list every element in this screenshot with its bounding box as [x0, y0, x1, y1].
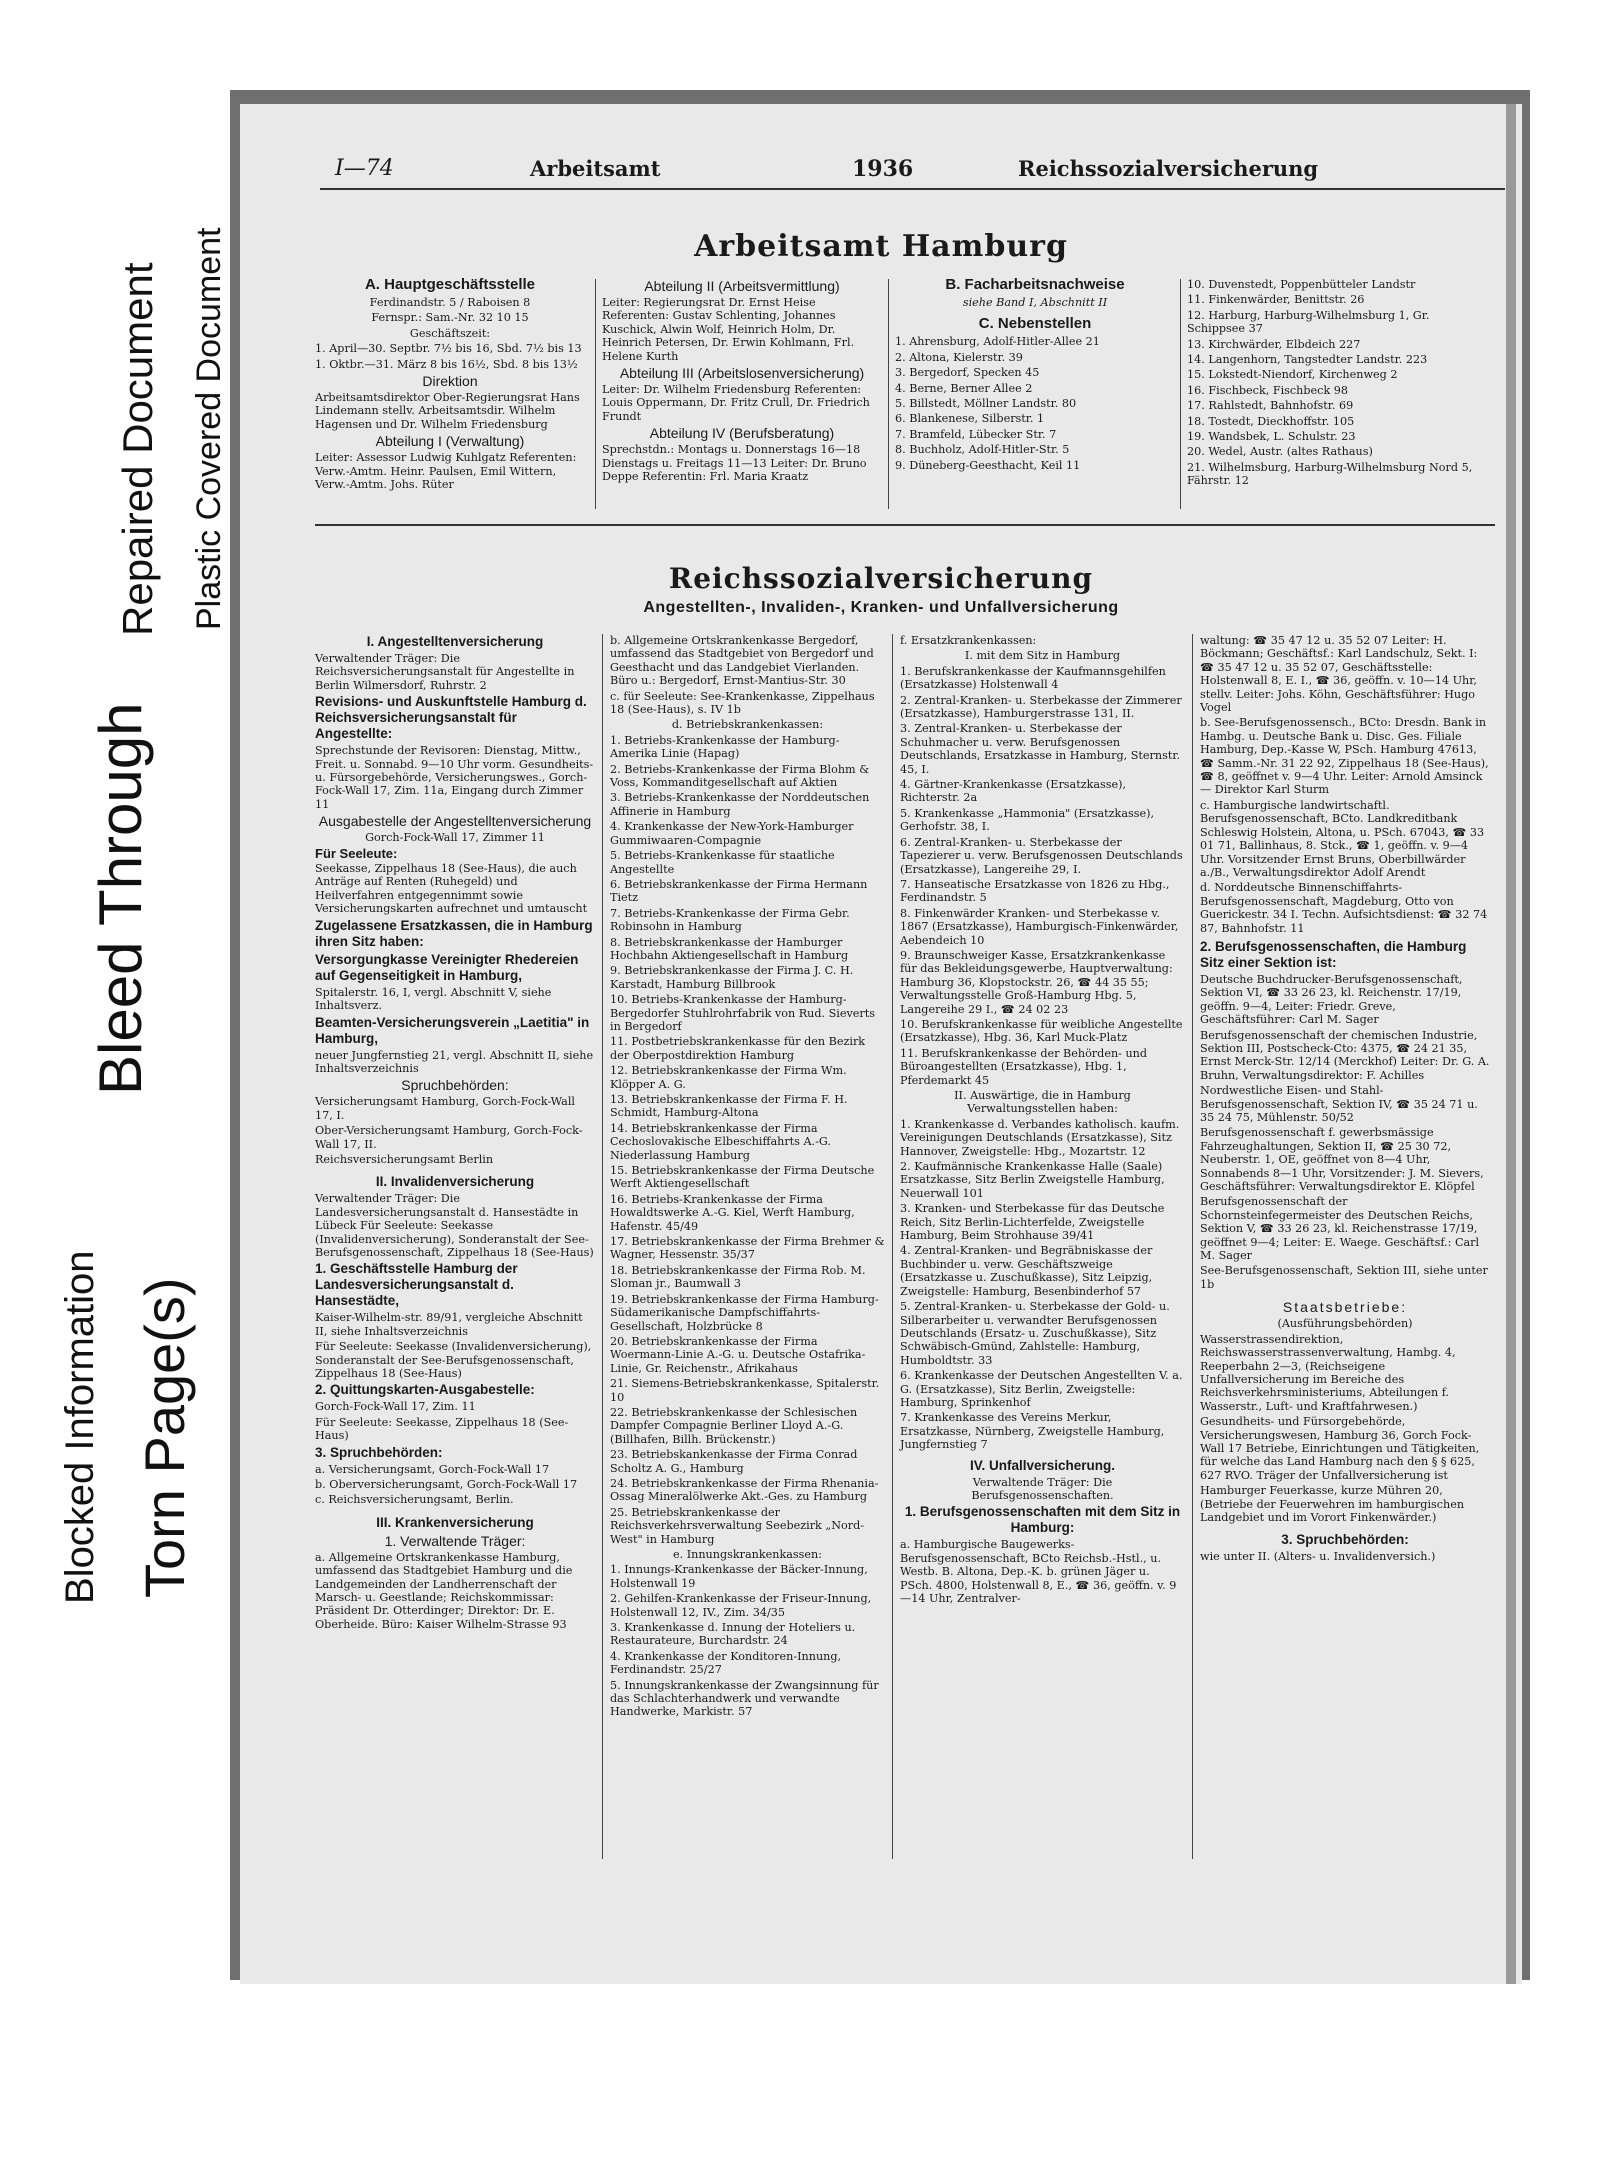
- bkk-item: 16. Betriebs-Krankenkasse der Firma Howaldtswerke A.-G. Kiel, Werft Hamburg, Hafenstr. 45/49: [610, 1192, 855, 1233]
- nebenstelle-item: 9. Düneberg-Geesthacht, Keil 11: [895, 458, 1081, 472]
- bkk-item: 7. Betriebs-Krankenkasse der Firma Gebr. Robinsohn in Hamburg: [610, 906, 850, 934]
- abteilung-4-heading: Abteilung IV (Berufsberatung): [649, 425, 835, 442]
- ersatzkasse-item: 9. Braunschweiger Kasse, Ersatzkrankenkasse für das Bekleidungsgewerbe, Hauptverwaltung: Hamburg 36, Klopstockstr. 26, ☎ 44 35 55; Verwaltungsstelle Groß-Hamburg Hbg. 5, Langereihe 29 I., ☎ 24 02 23: [900, 948, 1173, 1016]
- spruchbehoerde: a. Versicherungsamt, Gorch-Fock-Wall 17: [315, 1462, 550, 1476]
- ikk-item: 2. Gehilfen-Krankenkasse der Friseur-Innung, Holstenwall 12, IV., Zim. 34/35: [610, 1592, 872, 1619]
- ersatzkasse-item: 8. Finkenwärder Kranken- und Sterbekasse v. 1867 (Ersatzkasse), Hamburgisch-Finkenwärder, Aebendeich 10: [900, 906, 1179, 947]
- bg-sitz-hamburg-heading: 1. Berufsgenossenschaften mit dem Sitz in Hamburg:: [904, 1504, 1181, 1536]
- bkk-item: 24. Betriebskrankenkasse der Firma Rhenania-Ossag Mineralölwerke Akt.-Ges. zu Hamburg: [610, 1476, 879, 1504]
- spruchbehoerden-3-heading: 3. Spruchbehörden:: [1281, 1532, 1409, 1548]
- nebenstelle-item: 5. Billstedt, Möllner Landstr. 80: [895, 397, 1077, 411]
- ikk-item: 5. Innungskrankenkasse der Zwangsinnung für das Schlachterhandwerk und verwandte Handwerke, Markistr. 57: [610, 1678, 879, 1719]
- verwaltende-traeger-heading: 1. Verwaltende Träger:: [384, 1532, 526, 1549]
- staatsbetrieb-item: Gesundheits- und Fürsorgebehörde, Versicherungswesen, Hamburg 36, Gorch Fock-Wall 17 Betriebe, Einrichtungen und Tätigkeiten, für welche das Land Hamburg nach den § § 625, 627 RVO. Träger der Unfallversicherung ist: [1200, 1415, 1480, 1482]
- auswaertige-item: 4. Zentral-Kranken- und Begräbniskasse der Buchbinder u. verw. Geschäftszweige (Ersatzkasse u. Zuschußkasse), Sitz Leipzig, Zweigstelle: Hamburg, Besenbinderhof 57: [900, 1244, 1153, 1298]
- betriebskrankenkassen-heading: d. Betriebskrankenkassen:: [671, 718, 824, 732]
- abteilung-4-text: Sprechstdn.: Montags u. Donnerstags 16—18 Dienstags u. Freitags 11—13 Leiter: Dr. Bruno Deppe Referentin: Frl. Maria Kraatz: [602, 443, 867, 484]
- document-page: [240, 104, 1522, 1984]
- baugewerks-bg: a. Hamburgische Baugewerks-Berufsgenossenschaft, BCto Reichsb.-Hstl., u. Westb. B. Altona, Dep.-K. b. grünen Jäger u. PSch. 4800, Holstenwall 8, E., ☎ 36, geöffn. v. 9—14 Uhr, Zentralver-: [900, 1538, 1177, 1605]
- arbeitsamt-col-1: [315, 276, 585, 493]
- see-krankenkasse: c. für Seeleute: See-Krankenkasse, Zippelhaus 18 (See-Haus), s. IV 1b: [610, 689, 875, 717]
- unfall-traeger: Verwaltende Träger: Die Berufsgenossenschaften.: [971, 1475, 1114, 1502]
- stamp-plastic-covered-document: Plastic Covered Document: [190, 227, 228, 630]
- auswaertige-item: 1. Krankenkasse d. Verbandes katholisch. kaufm. Vereinigungen Deutschlands (Ersatzkasse), Sitz Hannover, Zweigstelle: Hbg., Mozartstr. 12: [900, 1117, 1180, 1158]
- nebenstelle-item: 17. Rahlstedt, Bahnhofstr. 69: [1187, 399, 1354, 413]
- page-binding-edge: [1506, 104, 1516, 1984]
- ikk-item: 4. Krankenkasse der Konditoren-Innung, Ferdinandstr. 25/27: [610, 1649, 842, 1677]
- bkk-item: 21. Siemens-Betriebskrankenkasse, Spitalerstr. 10: [610, 1377, 880, 1404]
- auswaertige-item: 7. Krankenkasse des Vereins Merkur, Ersatzkasse, Nürnberg, Zweigstelle Hamburg, Jungfernstieg 7: [900, 1411, 1165, 1452]
- bg-sektion-item: Deutsche Buchdrucker-Berufsgenossenschaft, Sektion VI, ☎ 33 26 23, kl. Reichenstr. 17/19, geöffn. 9—4, Leiter: Friedr. Greve, Geschäftsführer: Carl M. Sager: [1200, 972, 1463, 1027]
- abteilung-1-heading: Abteilung I (Verwaltung): [375, 433, 525, 450]
- column-rule: [1180, 279, 1181, 509]
- spruchbehoerde: b. Oberversicherungsamt, Gorch-Fock-Wall 17: [315, 1478, 578, 1492]
- nebenstelle-item: 15. Lokstedt-Niendorf, Kirchenweg 2: [1187, 368, 1398, 382]
- nebenstellen-heading: C. Nebenstellen: [978, 315, 1092, 333]
- bkk-item: 5. Betriebs-Krankenkasse für staatliche Angestellte: [610, 849, 835, 876]
- ersatzkassen-heading: Zugelassene Ersatzkassen, die in Hamburg ihren Sitz haben:: [315, 917, 593, 949]
- bkk-item: 4. Krankenkasse der New-York-Hamburger Gummiwaaren-Compagnie: [610, 820, 854, 847]
- nebenstelle-item: 7. Bramfeld, Lübecker Str. 7: [895, 427, 1057, 441]
- stamp-torn-pages: Torn Page(s): [133, 1277, 196, 1598]
- geschaeftsstelle-text: Kaiser-Wilhelm-str. 89/91, vergleiche Abschnitt II, siehe Inhaltsverzeichnis: [315, 1311, 583, 1338]
- bkk-item: 18. Betriebskrankenkasse der Firma Rob. M. Sloman jr., Baumwall 3: [610, 1263, 866, 1291]
- ikk-item: 3. Krankenkasse d. Innung der Hoteliers u. Restaurateure, Burchardstr. 24: [610, 1621, 856, 1648]
- nebenstelle-item: 11. Finkenwärder, Benittstr. 26: [1187, 293, 1365, 307]
- ersatzkasse-item: 11. Berufskrankenkasse der Behörden- und Büroangestellten (Ersatzkasse), Hbg. 1, Pferdemarkt 45: [900, 1046, 1148, 1087]
- nebenstelle-item: 3. Bergedorf, Specken 45: [895, 366, 1040, 380]
- nebenstelle-item: 18. Tostedt, Dieckhoffstr. 105: [1187, 414, 1355, 428]
- nebenstelle-item: 1. Ahrensburg, Adolf-Hitler-Allee 21: [895, 335, 1100, 349]
- nebenstelle-item: 2. Altona, Kielerstr. 39: [895, 350, 1023, 364]
- seeleute-heading: Für Seeleute:: [315, 845, 398, 861]
- auswaertige-heading: II. Auswärtige, die in Hamburg Verwaltungsstellen haben:: [954, 1089, 1131, 1116]
- angestelltenversicherung-heading: I. Angestelltenversicherung: [366, 634, 544, 649]
- quittungskarten-heading: 2. Quittungskarten-Ausgabestelle:: [315, 1382, 535, 1398]
- seeleute-text: Seekasse, Zippelhaus 18 (See-Haus), die auch Anträge auf Renten (Ruhegeld) und Heilverfahren entgegennimmt sowie Versicherungskarten aufrechnet und umtauscht: [315, 862, 588, 916]
- facharbeitsnachweise-heading: B. Facharbeitsnachweise: [945, 276, 1125, 293]
- revisionsstelle-text: Sprechstunde der Revisoren: Dienstag, Mittw., Freit. u. Sonnabd. 9—10 Uhr vorm. Gesundheits- u. Fürsorgebehörde, Versicherungswes., Gorch-Fock-Wall 17, Zim. 11a, Eingang durch Zimmer 11: [315, 744, 594, 811]
- bkk-item: 15. Betriebskrankenkasse der Firma Deutsche Werft Aktiengesellschaft: [610, 1164, 875, 1191]
- bg-sektion-item: Nordwestliche Eisen- und Stahl-Berufsgenossenschaft, Sektion IV, ☎ 35 24 71 u. 35 24 75, Mühlenstr. 50/52: [1200, 1084, 1478, 1124]
- invalidenversicherung-heading: II. Invalidenversicherung: [375, 1174, 535, 1190]
- laetitia-heading: Beamten-Versicherungsverein „Laetitia" in Hamburg,: [315, 1014, 590, 1046]
- nebenstelle-item: 6. Blankenese, Silberstr. 1: [895, 412, 1045, 426]
- staatsbetrieb-item: Hamburger Feuerkasse, kurze Mühren 20, (Betriebe der Feuerwehren im hamburgischen Landgebiet und im Vorort Finkenwärder.): [1200, 1484, 1465, 1524]
- ersatzkasse-item: 10. Berufskrankenkasse für weibliche Angestellte (Ersatzkasse), Hbg. 36, Karl Muck-Platz: [900, 1017, 1183, 1045]
- bkk-item: 3. Betriebs-Krankenkasse der Norddeutschen Affinerie in Hamburg: [610, 791, 870, 818]
- binnenschiffahrts-bg: d. Norddeutsche Binnenschiffahrts-Berufsgenossenschaft, Magdeburg, Otto von Guerickestr. 34 I. Techn. Aufsichtsdienst: ☎ 32 74 87, Bahnhofstr. 11: [1200, 881, 1488, 935]
- rsv-col-4: [1200, 634, 1490, 1566]
- innungskrankenkassen-heading: e. Innungskrankenkassen:: [672, 1548, 822, 1561]
- facharbeitsnachweise-note: siehe Band I, Abschnitt II: [962, 296, 1108, 309]
- bkk-item: 9. Betriebskrankenkasse der Firma J. C. H. Karstadt, Hamburg Billbrook: [610, 964, 854, 991]
- rsv-col-2: [610, 634, 885, 1721]
- bg-sektion-item: Berufsgenossenschaft der chemischen Industrie, Sektion III, Postscheck-Cto: 4375, ☎ 24 21 35, Ernst Merck-Str. 12/14 (Merckhof) Leiter: Dr. G. A. Bruhn, Verwaltungsdirektor: F. Achilles: [1200, 1028, 1490, 1082]
- nebenstelle-item: 4. Berne, Berner Allee 2: [895, 381, 1033, 395]
- staatsbetrieb-item: Wasserstrassendirektion, Reichswasserstrassenverwaltung, Hambg. 4, Reeperbahn 2—3, (Reichseigene Unfallversicherung im Bereiche des Reichsverkehrsministeriums, Abteilungen f. Wasserstr., Luft- und Kraftfahrwesen.): [1200, 1332, 1456, 1413]
- spruchbehoerde: Versicherungsamt Hamburg, Gorch-Fock-Wall 17, I.: [315, 1095, 575, 1122]
- geschaeftsstelle-seeleute: Für Seeleute: Seekasse (Invalidenversicherung), Sonderanstalt der See-Berufsgenossenschaft, Zippelhaus 18 (See-Haus): [315, 1340, 592, 1380]
- running-head-left: Arbeitsamt: [530, 156, 661, 181]
- nebenstelle-item: 8. Buchholz, Adolf-Hitler-Str. 5: [895, 443, 1070, 457]
- address-line: Ferdinandstr. 5 / Raboisen 8: [369, 296, 531, 309]
- ersatzkrankenkassen-heading: f. Ersatzkrankenkassen:: [900, 634, 1037, 647]
- ersatzkasse-item: 3. Zentral-Kranken- u. Sterbekasse der Schuhmacher u. verw. Berufsgenossen Deutschlands, Ersatzkasse in Hamburg, Sternstr. 45, I.: [900, 722, 1181, 776]
- krankenversicherung-heading: III. Krankenversicherung: [376, 1514, 534, 1530]
- bg-sektion-heading: 2. Berufsgenossenschaften, die Hamburg Sitz einer Sektion ist:: [1200, 938, 1467, 970]
- bkk-item: 11. Postbetriebskrankenkasse für den Bezirk der Oberpostdirektion Hamburg: [610, 1035, 866, 1062]
- auswaertige-item: 6. Krankenkasse der Deutschen Angestellten V. a. G. (Ersatzkasse), Sitz Berlin, Zweigstelle: Hamburg, Sprinkenhof: [900, 1369, 1183, 1409]
- nebenstelle-item: 21. Wilhelmsburg, Harburg-Wilhelmsburg Nord 5, Fährstr. 12: [1187, 460, 1473, 488]
- ausgabestelle-heading: Ausgabestelle der Angestelltenversicherung: [318, 813, 592, 830]
- arbeitsamt-col-3: [895, 276, 1175, 474]
- revisionsstelle-heading: Revisions- und Auskunftstelle Hamburg d. Reichsversicherungsanstalt für Angestellte:: [315, 694, 587, 742]
- versorgungkasse-heading: Versorgungkasse Vereinigter Rhedereien auf Gegenseitigkeit in Hamburg,: [315, 951, 579, 983]
- rsv-subtitle: Angestellten-, Invaliden-, Kranken- und Unfallversicherung: [643, 599, 1119, 616]
- stamp-bleed-through: Bleed Through: [87, 702, 154, 1095]
- column-rule: [595, 279, 596, 509]
- nebenstelle-item: 13. Kirchwärder, Elbdeich 227: [1187, 337, 1361, 351]
- bkk-item: 17. Betriebskrankenkasse der Firma Brehmer & Wagner, Hessenstr. 35/37: [610, 1235, 885, 1262]
- rsv-title: Reichssozialversicherung: [668, 562, 1094, 595]
- nebenstelle-item: 16. Fischbeck, Fischbeck 98: [1187, 383, 1349, 397]
- abteilung-3-heading: Abteilung III (Arbeitslosenversicherung): [619, 365, 865, 382]
- laetitia-text: neuer Jungfernstieg 21, vergl. Abschnitt II, siehe Inhaltsverzeichnis: [315, 1048, 594, 1075]
- bkk-item: 12. Betriebskrankenkasse der Firma Wm. Klöpper A. G.: [610, 1064, 847, 1091]
- versorgungkasse-text: Spitalerstr. 16, I, vergl. Abschnitt V, siehe Inhaltsverz.: [315, 985, 552, 1013]
- section-rule: [315, 524, 1495, 526]
- arbeitsamt-col-4: [1187, 278, 1487, 490]
- nebenstelle-item: 14. Langenhorn, Tangstedter Landstr. 223: [1187, 353, 1428, 367]
- spruchbehoerde: c. Reichsversicherungsamt, Berlin.: [315, 1493, 514, 1507]
- bkk-item: 1. Betriebs-Krankenkasse der Hamburg-Amerika Linie (Hapag): [610, 733, 840, 761]
- abteilung-3-text: Leiter: Dr. Wilhelm Friedensburg Referenten: Louis Oppermann, Dr. Fritz Crull, Dr. Friedrich Frundt: [602, 383, 870, 423]
- nebenstelle-item: 19. Wandsbek, L. Schulstr. 23: [1187, 430, 1356, 444]
- bkk-item: 10. Betriebs-Krankenkasse der Hamburg-Bergedorfer Stuhlrohrfabrik von Rud. Sieverts in Bergedorf: [610, 993, 876, 1033]
- staatsbetriebe-sub: (Ausführungsbehörden): [1277, 1317, 1413, 1331]
- ersatzkasse-item: 6. Zentral-Kranken- u. Sterbekasse der Tapezierer u. verw. Berufsgenossen Deutschlands (Ersatzkasse), Langereihe 29, I.: [900, 835, 1183, 876]
- header-rule: [320, 188, 1505, 190]
- spruchbehoerde: Ober-Versicherungsamt Hamburg, Gorch-Fock-Wall 17, II.: [315, 1124, 583, 1151]
- ersatzkasse-item: 5. Krankenkasse „Hammonia" (Ersatzkasse), Gerhofstr. 38, I.: [900, 806, 1155, 834]
- see-bg: b. See-Berufsgenossensch., BCto: Dresdn. Bank in Hambg. u. Deutsche Bank u. Disc. Ges. Filiale Hamburg, Dep.-Kasse W, PSch. Hamburg 47613, ☎ Samm.-Nr. 31 22 92, Zippelhaus 18 (See-Haus), ☎ 8, geöffnet v. 9—4 Uhr. Leiter: Arnold Amsinck — Direktor Karl Sturm: [1200, 716, 1489, 797]
- stamp-blocked-information: Blocked Information: [58, 1250, 102, 1604]
- bkk-item: 19. Betriebskrankenkasse der Firma Hamburg-Südamerikanische Dampfschiffahrts-Gesellschaft, Holzbrücke 8: [610, 1292, 879, 1333]
- hauptgeschaeftsstelle-heading: A. Hauptgeschäftsstelle: [364, 276, 536, 293]
- bkk-item: 2. Betriebs-Krankenkasse der Firma Blohm & Voss, Kommanditgesellschaft auf Aktien: [610, 762, 870, 790]
- spruchbehoerden-2-heading: 3. Spruchbehörden:: [315, 1444, 443, 1460]
- invaliden-traeger: Verwaltender Träger: Die Landesversicherungsanstalt d. Hansestädte in Lübeck Für Seeleute: Seekasse (Invalidenversicherung), Sonderanstalt der See-Berufsgenossenschaft, Zippelhaus 18 (See-Haus): [315, 1192, 594, 1259]
- direktion-heading: Direktion: [422, 373, 478, 390]
- column-rule: [1192, 634, 1193, 1859]
- ausgabestelle-address: Gorch-Fock-Wall 17, Zimmer 11: [365, 831, 545, 845]
- bkk-item: 6. Betriebskrankenkasse der Firma Hermann Tietz: [610, 877, 868, 905]
- bkk-item: 14. Betriebskrankenkasse der Firma Cechoslovakische Elbeschiffahrts A.-G. Niederlassung Hamburg: [610, 1121, 831, 1162]
- bg-sektion-item: See-Berufsgenossenschaft, Sektion III, siehe unter 1b: [1200, 1264, 1488, 1291]
- running-head-right: Reichssozialversicherung: [1018, 156, 1319, 181]
- rsv-col-1: [315, 634, 595, 1633]
- ikk-item: 1. Innungs-Krankenkasse der Bäcker-Innung, Holstenwall 19: [610, 1563, 868, 1590]
- auswaertige-item: 5. Zentral-Kranken- u. Sterbekasse der Gold- u. Silberarbeiter u. verwandter Berufsgenossen Deutschlands (Ersatz- u. Zuschußkasse), Sitz Schwäbisch-Gmünd, Zahlstelle: Hamburg, Humboldtstr. 33: [900, 1300, 1170, 1367]
- abteilung-2-text: Leiter: Regierungsrat Dr. Ernst Heise Referenten: Gustav Schlenting, Johannes Kuschick, Alwin Wolf, Heinrich Holm, Dr. Heinrich Petersen, Dr. Erwin Kohlmann, Frl. Helene Kurth: [602, 296, 855, 363]
- rsv-col-3: [900, 634, 1185, 1607]
- phone-line: Fernspr.: Sam.-Nr. 32 10 15: [371, 311, 529, 325]
- quittungskarten-text: Gorch-Fock-Wall 17, Zim. 11: [315, 1400, 476, 1414]
- column-rule: [892, 634, 893, 1859]
- bkk-item: 23. Betriebskankenkasse der Firma Conrad Scholtz A. G., Hamburg: [610, 1448, 858, 1475]
- auswaertige-item: 2. Kaufmännische Krankenkasse Halle (Saale) Ersatzkasse, Sitz Berlin Zweigstelle Hamburg, Neuerwall 101: [900, 1160, 1165, 1200]
- ersatzkasse-item: 7. Hanseatische Ersatzkasse von 1826 zu Hbg., Ferdinandstr. 5: [900, 877, 1170, 905]
- hours-winter: 1. Oktbr.—31. März 8 bis 16½, Sbd. 8 bis 13½: [315, 357, 578, 371]
- auswaertige-item: 3. Kranken- und Sterbekasse für das Deutsche Reich, Sitz Berlin-Lichterfelde, Zweigstelle Hamburg, Beim Strohhause 39/41: [900, 1202, 1165, 1243]
- arbeitsamt-col-2: [602, 278, 882, 485]
- hours-summer: 1. April—30. Septbr. 7½ bis 16, Sbd. 7½ bis 13: [315, 342, 582, 356]
- bkk-item: 25. Betriebskrankenkasse der Reichsverkehrsverwaltung Seebezirk „Nord-West" in Hamburg: [610, 1505, 865, 1546]
- ersatzkasse-item: 4. Gärtner-Krankenkasse (Ersatzkasse), Richterstr. 2a: [900, 778, 1127, 805]
- aok-bergedorf: b. Allgemeine Ortskrankenkasse Bergedorf, umfassend das Stadtgebiet von Bergedorf und Geesthacht und das Landgebiet Vierlanden. Büro u.: Bergedorf, Ernst-Mantius-Str. 30: [610, 634, 874, 688]
- landwirtschaftl-bg: c. Hamburgische landwirtschaftl. Berufsgenossenschaft, BCto. Landkreditbank Schleswig Holstein, Altona, u. PSch. 67043, ☎ 33 01 71, Ballinhaus, 8. Stck., ☎ 1, geöffn. v. 9—4 Uhr. Vorsitzender Ernst Bruns, Oberbillwärder a./B., Verwaltungsdirektor Adolf Arendt: [1200, 798, 1485, 879]
- bkk-item: 8. Betriebskrankenkasse der Hamburger Hochbahn Aktiengesellschaft in Hamburg: [610, 935, 849, 962]
- stamp-repaired-document: Repaired Document: [114, 262, 161, 636]
- abteilung-1-text: Leiter: Assessor Ludwig Kuhlgatz Referenten: Verw.-Amtm. Heinr. Paulsen, Emil Wittern, Verw.-Amtm. Johs. Rüter: [315, 451, 577, 492]
- aok-hamburg: a. Allgemeine Ortskrankenkasse Hamburg, umfassend das Stadtgebiet Hamburg und die Landgemeinden der Landherrenschaft der Marsch- u. Geestlande; Reichskommissar: Präsident Dr. Otterdinger; Direktor: Dr. E. Oberheide. Büro: Kaiser Wilhelm-Strasse 93: [315, 1550, 573, 1631]
- spruchbehoerde: Reichsversicherungsamt Berlin: [315, 1152, 494, 1166]
- page-number: I—74: [335, 156, 394, 181]
- direktion-text: Arbeitsamtsdirektor Ober-Regierungsrat Hans Lindemann stellv. Arbeitsamtsdir. Wilhelm Hagensen und Dr. Wilhelm Friedensburg: [315, 391, 580, 431]
- nebenstelle-item: 12. Harburg, Harburg-Wilhelmsburg 1, Gr. Schippsee 37: [1187, 308, 1430, 336]
- bg-sektion-item: Berufsgenossenschaft der Schornsteinfegermeister des Deutschen Reichs, Sektion V, ☎ 33 26 23, kl. Reichenstrasse 17/19, geöffnet 9—4; Leiter: E. Waege. Geschäftsf.: Carl M. Sager: [1200, 1195, 1480, 1263]
- hours-label: Geschäftszeit:: [409, 326, 491, 340]
- bg-sektion-item: Berufsgenossenschaft f. gewerbsmässige Fahrzeughaltungen, Sektion II, ☎ 25 30 72, Neuberstr. 1, OE, geöffnet von 8—4 Uhr, Sonnabends 8—1 Uhr, Vorsitzender: J. M. Sievers, Geschäftsführer: Verwaltungsdirektor E. Klöpfel: [1200, 1126, 1484, 1194]
- spruchbehoerden-3-text: wie unter II. (Alters- u. Invalidenversich.): [1200, 1550, 1436, 1564]
- spruchbehoerden-heading: Spruchbehörden:: [401, 1077, 509, 1094]
- column-rule: [602, 634, 603, 1859]
- quittungskarten-seeleute: Für Seeleute: Seekasse, Zippelhaus 18 (See-Haus): [315, 1415, 569, 1443]
- sitz-hamburg-heading: I. mit dem Sitz in Hamburg: [964, 649, 1121, 663]
- ersatzkasse-item: 1. Berufskrankenkasse der Kaufmannsgehilfen (Ersatzkasse) Holstenwall 4: [900, 664, 1166, 692]
- bkk-item: 13. Betriebskrankenkasse der Firma F. H. Schmidt, Hamburg-Altona: [610, 1093, 848, 1120]
- bkk-item: 20. Betriebskrankenkasse der Firma Woermann-Linie A.-G. u. Deutsche Ostafrika-Linie, Gr. Reichenstr., Afrikahaus: [610, 1334, 866, 1375]
- baugewerks-bg-cont: waltung: ☎ 35 47 12 u. 35 52 07 Leiter: H. Böckmann; Geschäftsf.: Karl Landschulz, Sekt. I: ☎ 35 47 12 u. 35 52 07, Geschäftsstelle: Holstenwall 8, E. I., ☎ 36, geöffn. v. 10—14 Uhr, stellv. Leiter: Johs. Köhn, Geschäftsführer: Hugo Vogel: [1200, 634, 1478, 715]
- abteilung-2-heading: Abteilung II (Arbeitsvermittlung): [644, 278, 840, 294]
- bkk-item: 22. Betriebskrankenkasse der Schlesischen Dampfer Compagnie Berliner Lloyd A.-G. (Billhafen, Billh. Brückenstr.): [610, 1405, 858, 1446]
- nebenstelle-item: 10. Duvenstedt, Poppenbütteler Landstr: [1187, 278, 1416, 291]
- column-rule: [888, 279, 889, 509]
- nebenstelle-item: 20. Wedel, Austr. (altes Rathaus): [1187, 445, 1373, 459]
- arbeitsamt-title: Arbeitsamt Hamburg: [694, 229, 1068, 264]
- unfallversicherung-heading: IV. Unfallversicherung.: [969, 1457, 1116, 1473]
- running-head-year: 1936: [852, 156, 914, 182]
- angestellten-traeger: Verwaltender Träger: Die Reichsversicherungsanstalt für Angestellte in Berlin Wilmersdorf, Ruhrstr. 2: [315, 652, 575, 692]
- geschaeftsstelle-heading: 1. Geschäftsstelle Hamburg der Landesversicherungsanstalt d. Hansestädte,: [315, 1261, 518, 1309]
- staatsbetriebe-heading: Staatsbetriebe:: [1282, 1299, 1408, 1316]
- ersatzkasse-item: 2. Zentral-Kranken- u. Sterbekasse der Zimmerer (Ersatzkasse), Hamburgerstrasse 131, II.: [900, 693, 1182, 721]
